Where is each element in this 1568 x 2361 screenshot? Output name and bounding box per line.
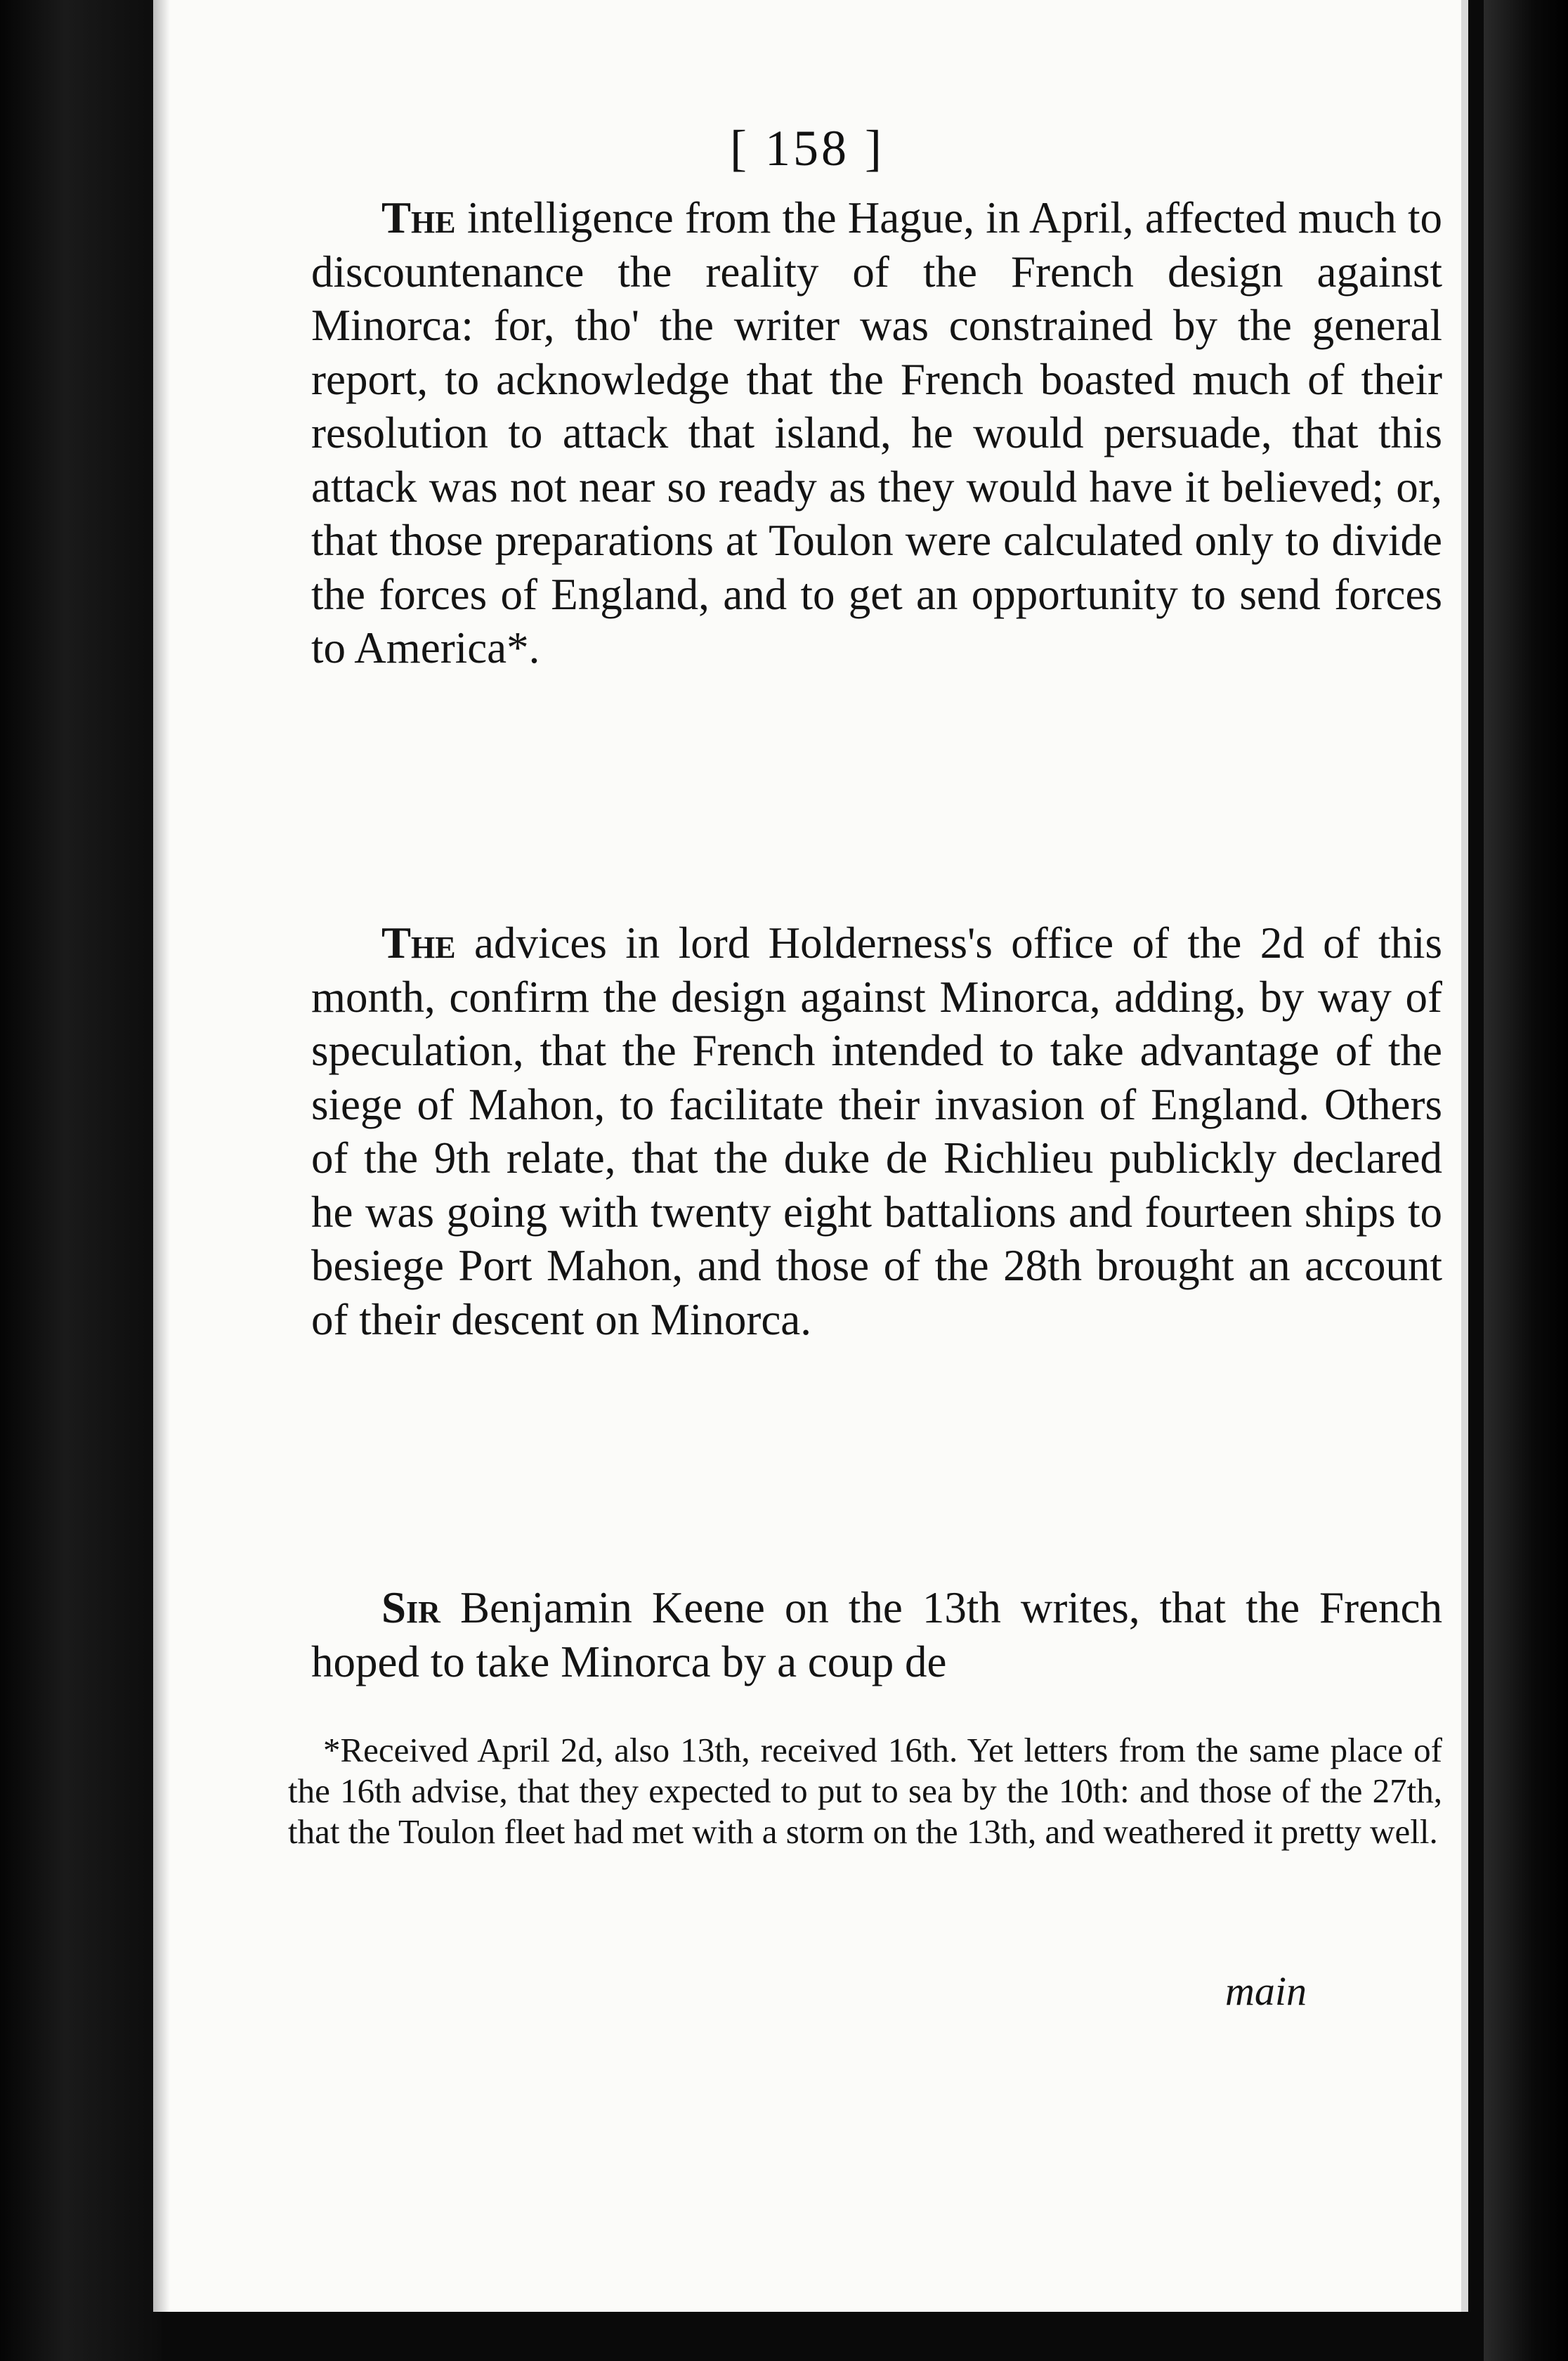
paragraph-2-lead: The (381, 918, 456, 968)
scanner-bed-right (1484, 0, 1568, 2361)
paragraph-2-text: advices in lord Holderness's office of the 2d of this month, confirm the design against Minorca, adding, by way of speculation, that the French intended to take advantage of the siege of Mahon, to facilitate their invasion of England. Others of the 9th relate, that the duke de Richlieu publickly declared he was going with twenty eight battalions and fourteen ships to besiege Port Mahon, and those of the 28th brought an account of their descent on Minorca. (311, 918, 1442, 1344)
paragraph-1-text: intelligence from the Hague, in April, affected much to discountenance the reality of the French design against Minorca: for, tho' the writer was constrained by the general report, to acknowledge that the French boasted much of their resolution to attack that island, he would persuade, that this attack was not near so ready as they would have it believed; or, that those preparations at Toulon were calculated only to divide the forces of England, and to get an opportunity to send forces to America*. (311, 193, 1442, 672)
paragraph-2 (311, 916, 1442, 1346)
paragraph-3 (311, 1581, 1442, 1689)
scanner-bed-left (0, 0, 162, 2361)
book-page (153, 0, 1468, 2312)
footnote-text: *Received April 2d, also 13th, received 16th. Yet letters from the same place of the 16th advise, that they expected to put to sea by the 10th: and those of the 27th, that the Toulon fleet had met with a storm on the 13th, and weathered it pretty well. (288, 1731, 1442, 1851)
paragraph-1 (311, 191, 1442, 675)
paragraph-3-text: Benjamin Keene on the 13th writes, that the French hoped to take Minorca by a coup de (311, 1583, 1442, 1686)
catchword: main (1225, 1968, 1307, 2014)
paragraph-3-lead: Sir (381, 1583, 440, 1632)
footnote (288, 1730, 1442, 1852)
paragraph-1-lead: The (381, 193, 456, 242)
page-number: [ 158 ] (730, 120, 884, 176)
